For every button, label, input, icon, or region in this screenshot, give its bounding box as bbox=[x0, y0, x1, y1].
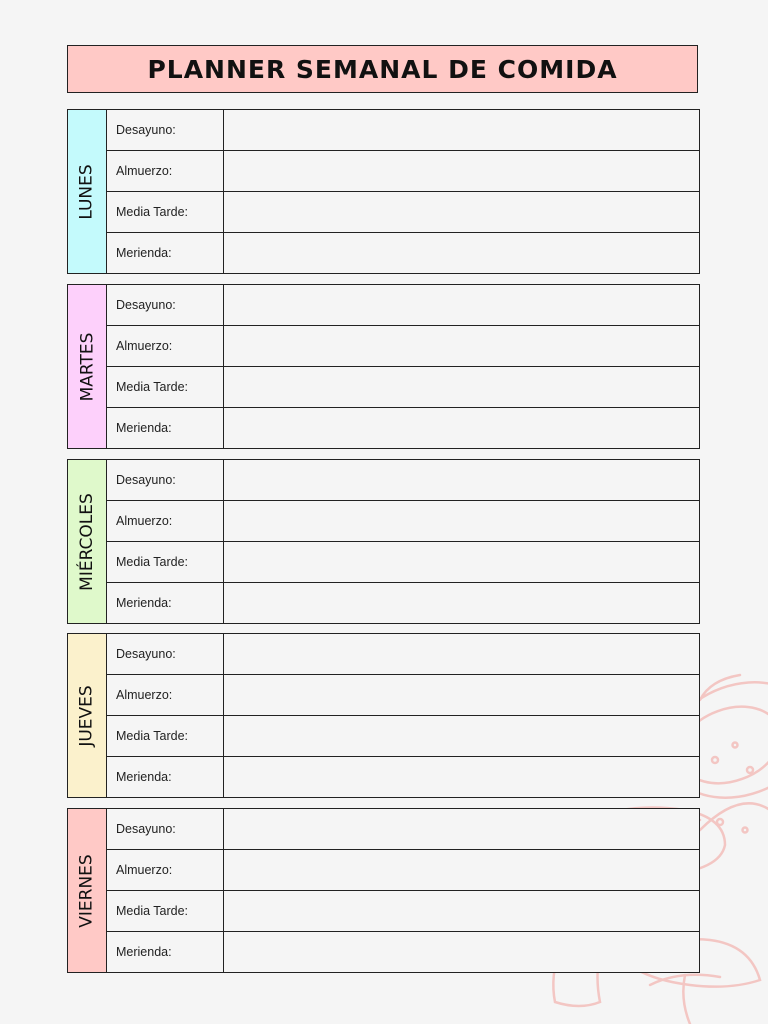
title-bar bbox=[67, 45, 698, 93]
meal-label: Media Tarde: bbox=[107, 891, 224, 931]
page-title: PLANNER SEMANAL DE COMIDA bbox=[147, 54, 618, 84]
day-block-martes bbox=[67, 284, 700, 449]
meal-row-almuerzo bbox=[107, 675, 699, 716]
meal-row-almuerzo bbox=[107, 850, 699, 891]
meal-entry-field[interactable] bbox=[224, 233, 699, 273]
meal-row-media-tarde bbox=[107, 192, 699, 233]
meal-label: Almuerzo: bbox=[107, 151, 224, 191]
meal-label: Merienda: bbox=[107, 757, 224, 797]
meal-entry-field[interactable] bbox=[224, 501, 699, 541]
meal-entry-field[interactable] bbox=[224, 757, 699, 797]
meal-label: Desayuno: bbox=[107, 110, 224, 150]
meal-row-almuerzo bbox=[107, 151, 699, 192]
day-name: LUNES bbox=[77, 163, 98, 220]
meal-label: Merienda: bbox=[107, 408, 224, 448]
meal-entry-field[interactable] bbox=[224, 850, 699, 890]
meal-entry-field[interactable] bbox=[224, 285, 699, 325]
day-name: MIÉRCOLES bbox=[77, 492, 97, 591]
meal-row-desayuno bbox=[107, 634, 699, 675]
meal-label: Desayuno: bbox=[107, 634, 224, 674]
meal-row-desayuno bbox=[107, 110, 699, 151]
meal-label: Desayuno: bbox=[107, 809, 224, 849]
meal-entry-field[interactable] bbox=[224, 542, 699, 582]
meal-label: Almuerzo: bbox=[107, 326, 224, 366]
day-label-jueves bbox=[68, 634, 107, 797]
meal-row-merienda bbox=[107, 932, 699, 972]
meal-entry-field[interactable] bbox=[224, 634, 699, 674]
day-label-martes bbox=[68, 285, 107, 448]
meal-rows bbox=[107, 809, 699, 972]
meal-row-almuerzo bbox=[107, 501, 699, 542]
meal-rows bbox=[107, 634, 699, 797]
meal-row-merienda bbox=[107, 583, 699, 623]
day-name: VIERNES bbox=[77, 853, 98, 928]
meal-label: Almuerzo: bbox=[107, 850, 224, 890]
meal-label: Media Tarde: bbox=[107, 542, 224, 582]
meal-label: Merienda: bbox=[107, 583, 224, 623]
meal-entry-field[interactable] bbox=[224, 891, 699, 931]
meal-entry-field[interactable] bbox=[224, 932, 699, 972]
day-block-lunes bbox=[67, 109, 700, 274]
day-label-lunes bbox=[68, 110, 107, 273]
day-block-jueves bbox=[67, 633, 700, 798]
meal-rows bbox=[107, 110, 699, 273]
meal-row-merienda bbox=[107, 408, 699, 448]
meal-entry-field[interactable] bbox=[224, 716, 699, 756]
meal-label: Desayuno: bbox=[107, 460, 224, 500]
day-block-miercoles bbox=[67, 459, 700, 624]
meal-entry-field[interactable] bbox=[224, 151, 699, 191]
meal-row-desayuno bbox=[107, 460, 699, 501]
meal-row-merienda bbox=[107, 233, 699, 273]
meal-label: Merienda: bbox=[107, 932, 224, 972]
day-name: MARTES bbox=[77, 332, 98, 401]
meal-entry-field[interactable] bbox=[224, 326, 699, 366]
meal-label: Media Tarde: bbox=[107, 367, 224, 407]
meal-label: Almuerzo: bbox=[107, 501, 224, 541]
meal-row-media-tarde bbox=[107, 542, 699, 583]
meal-entry-field[interactable] bbox=[224, 460, 699, 500]
meal-entry-field[interactable] bbox=[224, 675, 699, 715]
day-label-miercoles bbox=[68, 460, 107, 623]
meal-label: Media Tarde: bbox=[107, 716, 224, 756]
day-block-viernes bbox=[67, 808, 700, 973]
meal-row-media-tarde bbox=[107, 367, 699, 408]
meal-row-media-tarde bbox=[107, 891, 699, 932]
meal-label: Merienda: bbox=[107, 233, 224, 273]
meal-row-desayuno bbox=[107, 285, 699, 326]
meal-entry-field[interactable] bbox=[224, 110, 699, 150]
meal-rows bbox=[107, 460, 699, 623]
meal-row-merienda bbox=[107, 757, 699, 797]
meal-entry-field[interactable] bbox=[224, 408, 699, 448]
meal-rows bbox=[107, 285, 699, 448]
meal-row-desayuno bbox=[107, 809, 699, 850]
meal-row-media-tarde bbox=[107, 716, 699, 757]
meal-entry-field[interactable] bbox=[224, 192, 699, 232]
meal-label: Media Tarde: bbox=[107, 192, 224, 232]
day-label-viernes bbox=[68, 809, 107, 972]
meal-row-almuerzo bbox=[107, 326, 699, 367]
meal-entry-field[interactable] bbox=[224, 809, 699, 849]
meal-label: Desayuno: bbox=[107, 285, 224, 325]
meal-label: Almuerzo: bbox=[107, 675, 224, 715]
day-name: JUEVES bbox=[77, 684, 98, 747]
meal-entry-field[interactable] bbox=[224, 583, 699, 623]
meal-entry-field[interactable] bbox=[224, 367, 699, 407]
